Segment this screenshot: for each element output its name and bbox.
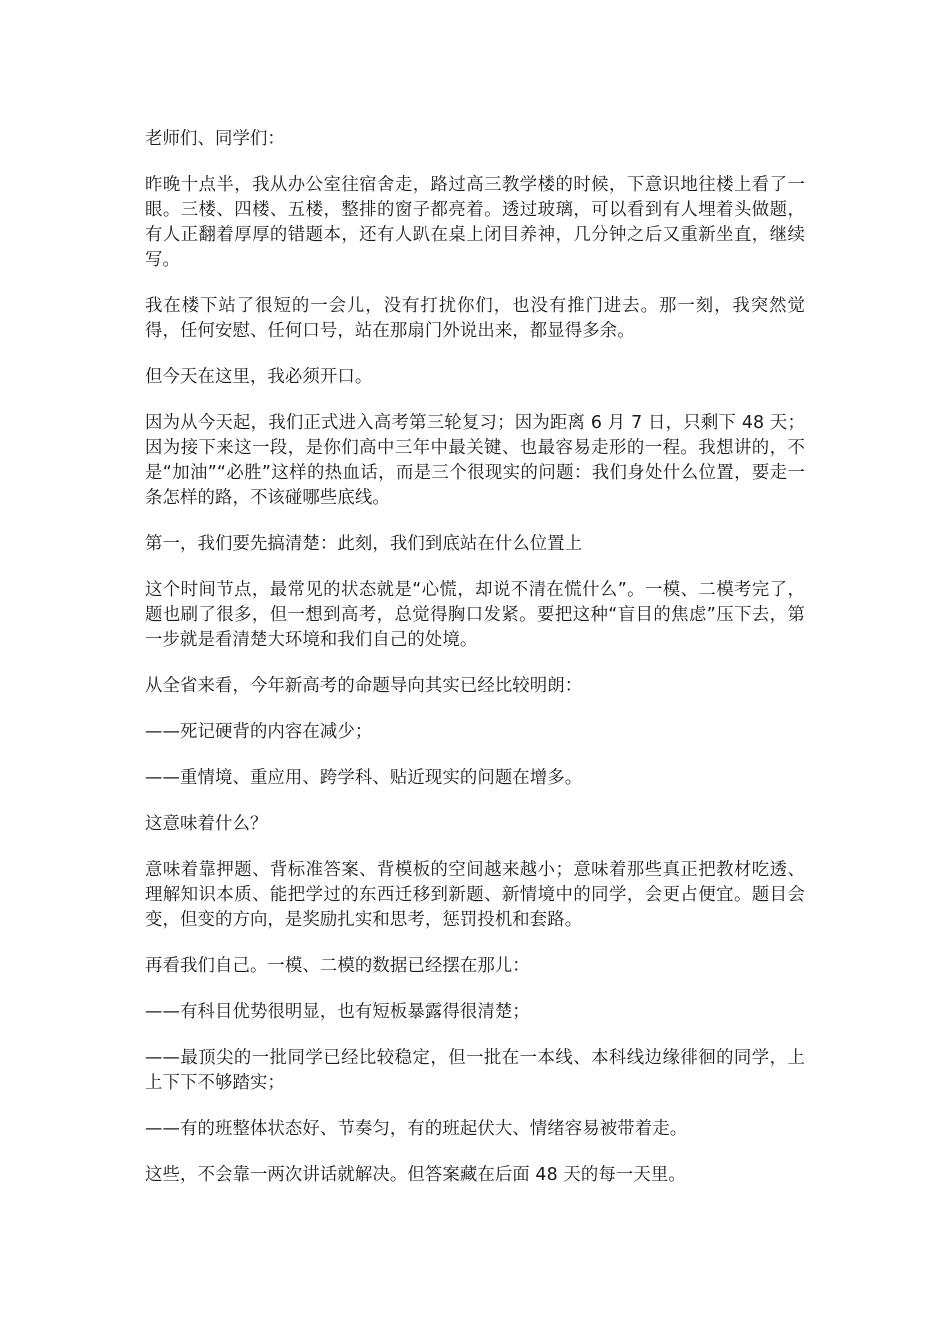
paragraph: 我在楼下站了很短的一会儿，没有打扰你们，也没有推门进去。那一刻，我突然觉得，任何安慰、任何口号，站在那扇门外说出来，都显得多余。 — [145, 296, 805, 341]
paragraph: 从全省来看，今年新高考的命题导向其实已经比较明朗： — [145, 676, 583, 696]
paragraph: 昨晚十点半，我从办公室往宿舍走，路过高三教学楼的时候，下意识地往楼上看了一眼。三楼、四楼、五楼，整排的窗子都亮着。透过玻璃，可以看到有人埋着头做题，有人正翻着厚厚的错题本，还有人趴在桌上闭目养神，几分钟之后又重新坐直，继续写。 — [145, 175, 805, 270]
list-item: ——死记硬背的内容在减少； — [145, 722, 373, 742]
list-item: ——重情境、重应用、跨学科、贴近现实的问题在增多。 — [145, 768, 583, 788]
speech-body — [145, 127, 805, 1209]
list-item: ——有的班整体状态好、节奏匀，有的班起伏大、情绪容易被带着走。 — [145, 1119, 688, 1139]
paragraph: 但今天在这里，我必须开口。 — [145, 367, 373, 387]
paragraph: 因为从今天起，我们正式进入高考第三轮复习；因为距离 6 月 7 日，只剩下 48 天；因为接下来这一段，是你们高中三年中最关键、也最容易走形的一程。我想讲的，不是“加油”“必胜”这样的热血话，而是三个很现实的问题：我们身处什么位置，要走一条怎样的路，不该碰哪些底线。 — [145, 413, 805, 508]
paragraph: 意味着靠押题、背标准答案、背模板的空间越来越小；意味着那些真正把教材吃透、理解知识本质、能把学过的东西迁移到新题、新情境中的同学，会更占便宜。题目会变，但变的方向，是奖励扎实和思考，惩罚投机和套路。 — [145, 860, 805, 930]
section-heading: 第一，我们要先搞清楚：此刻，我们到底站在什么位置上 — [145, 534, 583, 554]
list-item: ——有科目优势很明显，也有短板暴露得很清楚； — [145, 1002, 530, 1022]
paragraph: 这意味着什么？ — [145, 814, 268, 834]
paragraph: 这些，不会靠一两次讲话就解决。但答案藏在后面 48 天的每一天里。 — [145, 1165, 686, 1185]
list-item: ——最顶尖的一批同学已经比较稳定，但一批在一本线、本科线边缘徘徊的同学，上上下下不够踏实； — [145, 1048, 805, 1093]
paragraph: 再看我们自己。一模、二模的数据已经摆在那儿： — [145, 956, 530, 976]
salutation: 老师们、同学们： — [145, 129, 285, 149]
paragraph: 这个时间节点，最常见的状态就是“心慌，却说不清在慌什么”。一模、二模考完了，题也刷了很多，但一想到高考，总觉得胸口发紧。要把这种“盲目的焦虑”压下去，第一步就是看清楚大环境和我们自己的处境。 — [145, 580, 805, 650]
